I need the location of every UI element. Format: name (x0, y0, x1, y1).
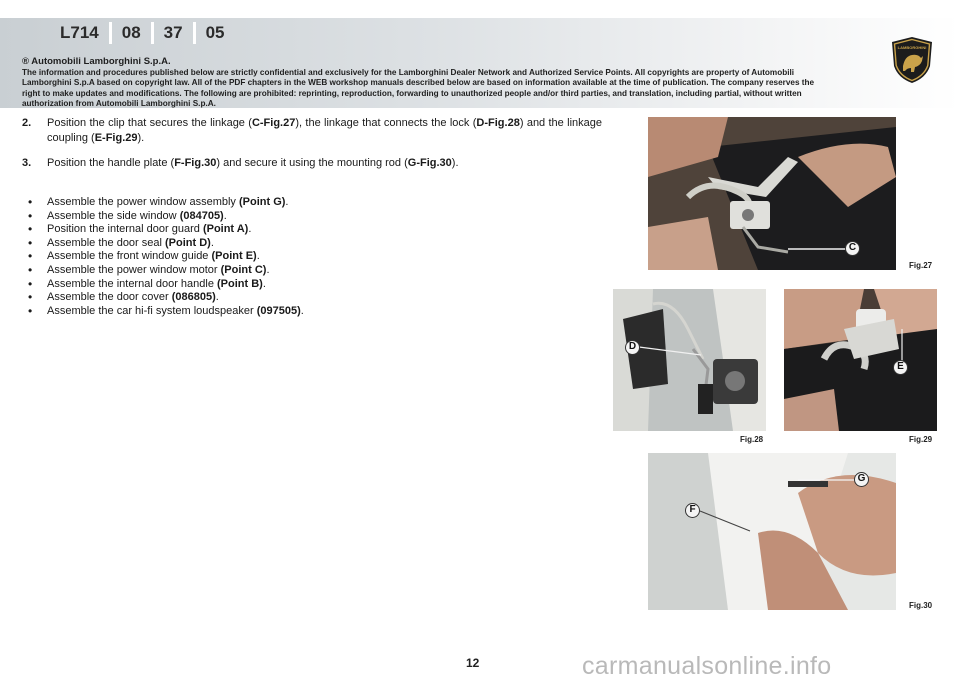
callout-g: G (854, 472, 869, 487)
fig29-photo (784, 289, 937, 431)
copyright-notice (22, 56, 830, 110)
list-item: • Assemble the power window motor (Point C). (28, 262, 270, 277)
copyright-title: ® Automobili Lamborghini S.p.A. (22, 56, 171, 67)
page-number: 12 (466, 656, 480, 670)
document-code (52, 22, 233, 44)
fig27-caption: Fig.27 (909, 261, 933, 270)
step-number: 3. (22, 157, 32, 169)
fig28-caption: Fig.28 (740, 435, 764, 444)
step-2 (22, 116, 602, 146)
fig27-photo (648, 117, 896, 270)
list-item: • Assemble the front window guide (Point E). (28, 249, 260, 264)
list-item: • Assemble the side window (084705). (28, 208, 227, 223)
list-item: • Assemble the door cover (086805). (28, 290, 219, 305)
copyright-text: The information and procedures published below are strictly confidential and exclusively for the Lamborghini Dealer Network and Authorized Service Points. All copyrights are property of Automobili Lamborghini S.p.A based on copyright law. All of the PDF chapters in the WEB workshop manuals described below are based on information available at the time of publication. The company reserves the right to make updates and modifications. The following are prohibited: reprinting, reproduction, forwarding to unauthorized people and/or third parties, and translation, including partial, without written authorization from Automobili Lamborghini S.p.A. (22, 68, 815, 109)
fig30-caption: Fig.30 (909, 601, 933, 610)
code-divider (193, 22, 196, 44)
fig30-photo (648, 453, 896, 610)
callout-f: F (685, 503, 700, 518)
step-text: Position the clip that secures the linkage (C-Fig.27), the linkage that connects the lock (D-Fig.28) and the linkage coupling (E-Fig.29). (47, 117, 602, 144)
fig28-photo (613, 289, 766, 431)
list-item: • Position the internal door guard (Point A). (28, 222, 252, 237)
list-item: • Assemble the door seal (Point D). (28, 235, 214, 250)
list-item: • Assemble the power window assembly (Point G). (28, 195, 289, 209)
fig-ref: D-Fig.28 (476, 117, 520, 129)
code-divider (109, 22, 112, 44)
list-item: • Assemble the internal door handle (Point B). (28, 276, 266, 291)
assembly-bullet-list (28, 196, 304, 318)
fig-ref: F-Fig.30 (174, 157, 217, 169)
code-subgroup: 37 (163, 23, 183, 42)
callout-d: D (625, 340, 640, 355)
code-divider (151, 22, 154, 44)
lamborghini-logo-icon (890, 36, 934, 84)
fig-ref: E-Fig.29 (94, 132, 138, 144)
fig-ref: G-Fig.30 (407, 157, 452, 169)
fig-ref: C-Fig.27 (251, 117, 296, 129)
step-text: Position the handle plate (F-Fig.30) and secure it using the mounting rod (G-Fig.30). (47, 157, 459, 169)
code-section: 05 (205, 23, 225, 42)
watermark: carmanualsonline.info (582, 652, 832, 679)
step-number: 2. (22, 117, 32, 129)
svg-text:LAMBORGHINI: LAMBORGHINI (897, 45, 927, 50)
code-model: L714 (60, 23, 99, 42)
step-3 (22, 156, 602, 171)
list-item: • Assemble the car hi-fi system loudspeaker (097505). (28, 303, 304, 318)
fig29-caption: Fig.29 (909, 435, 933, 444)
callout-e: E (893, 360, 908, 375)
callout-c: C (845, 241, 860, 256)
code-group: 08 (121, 23, 141, 42)
